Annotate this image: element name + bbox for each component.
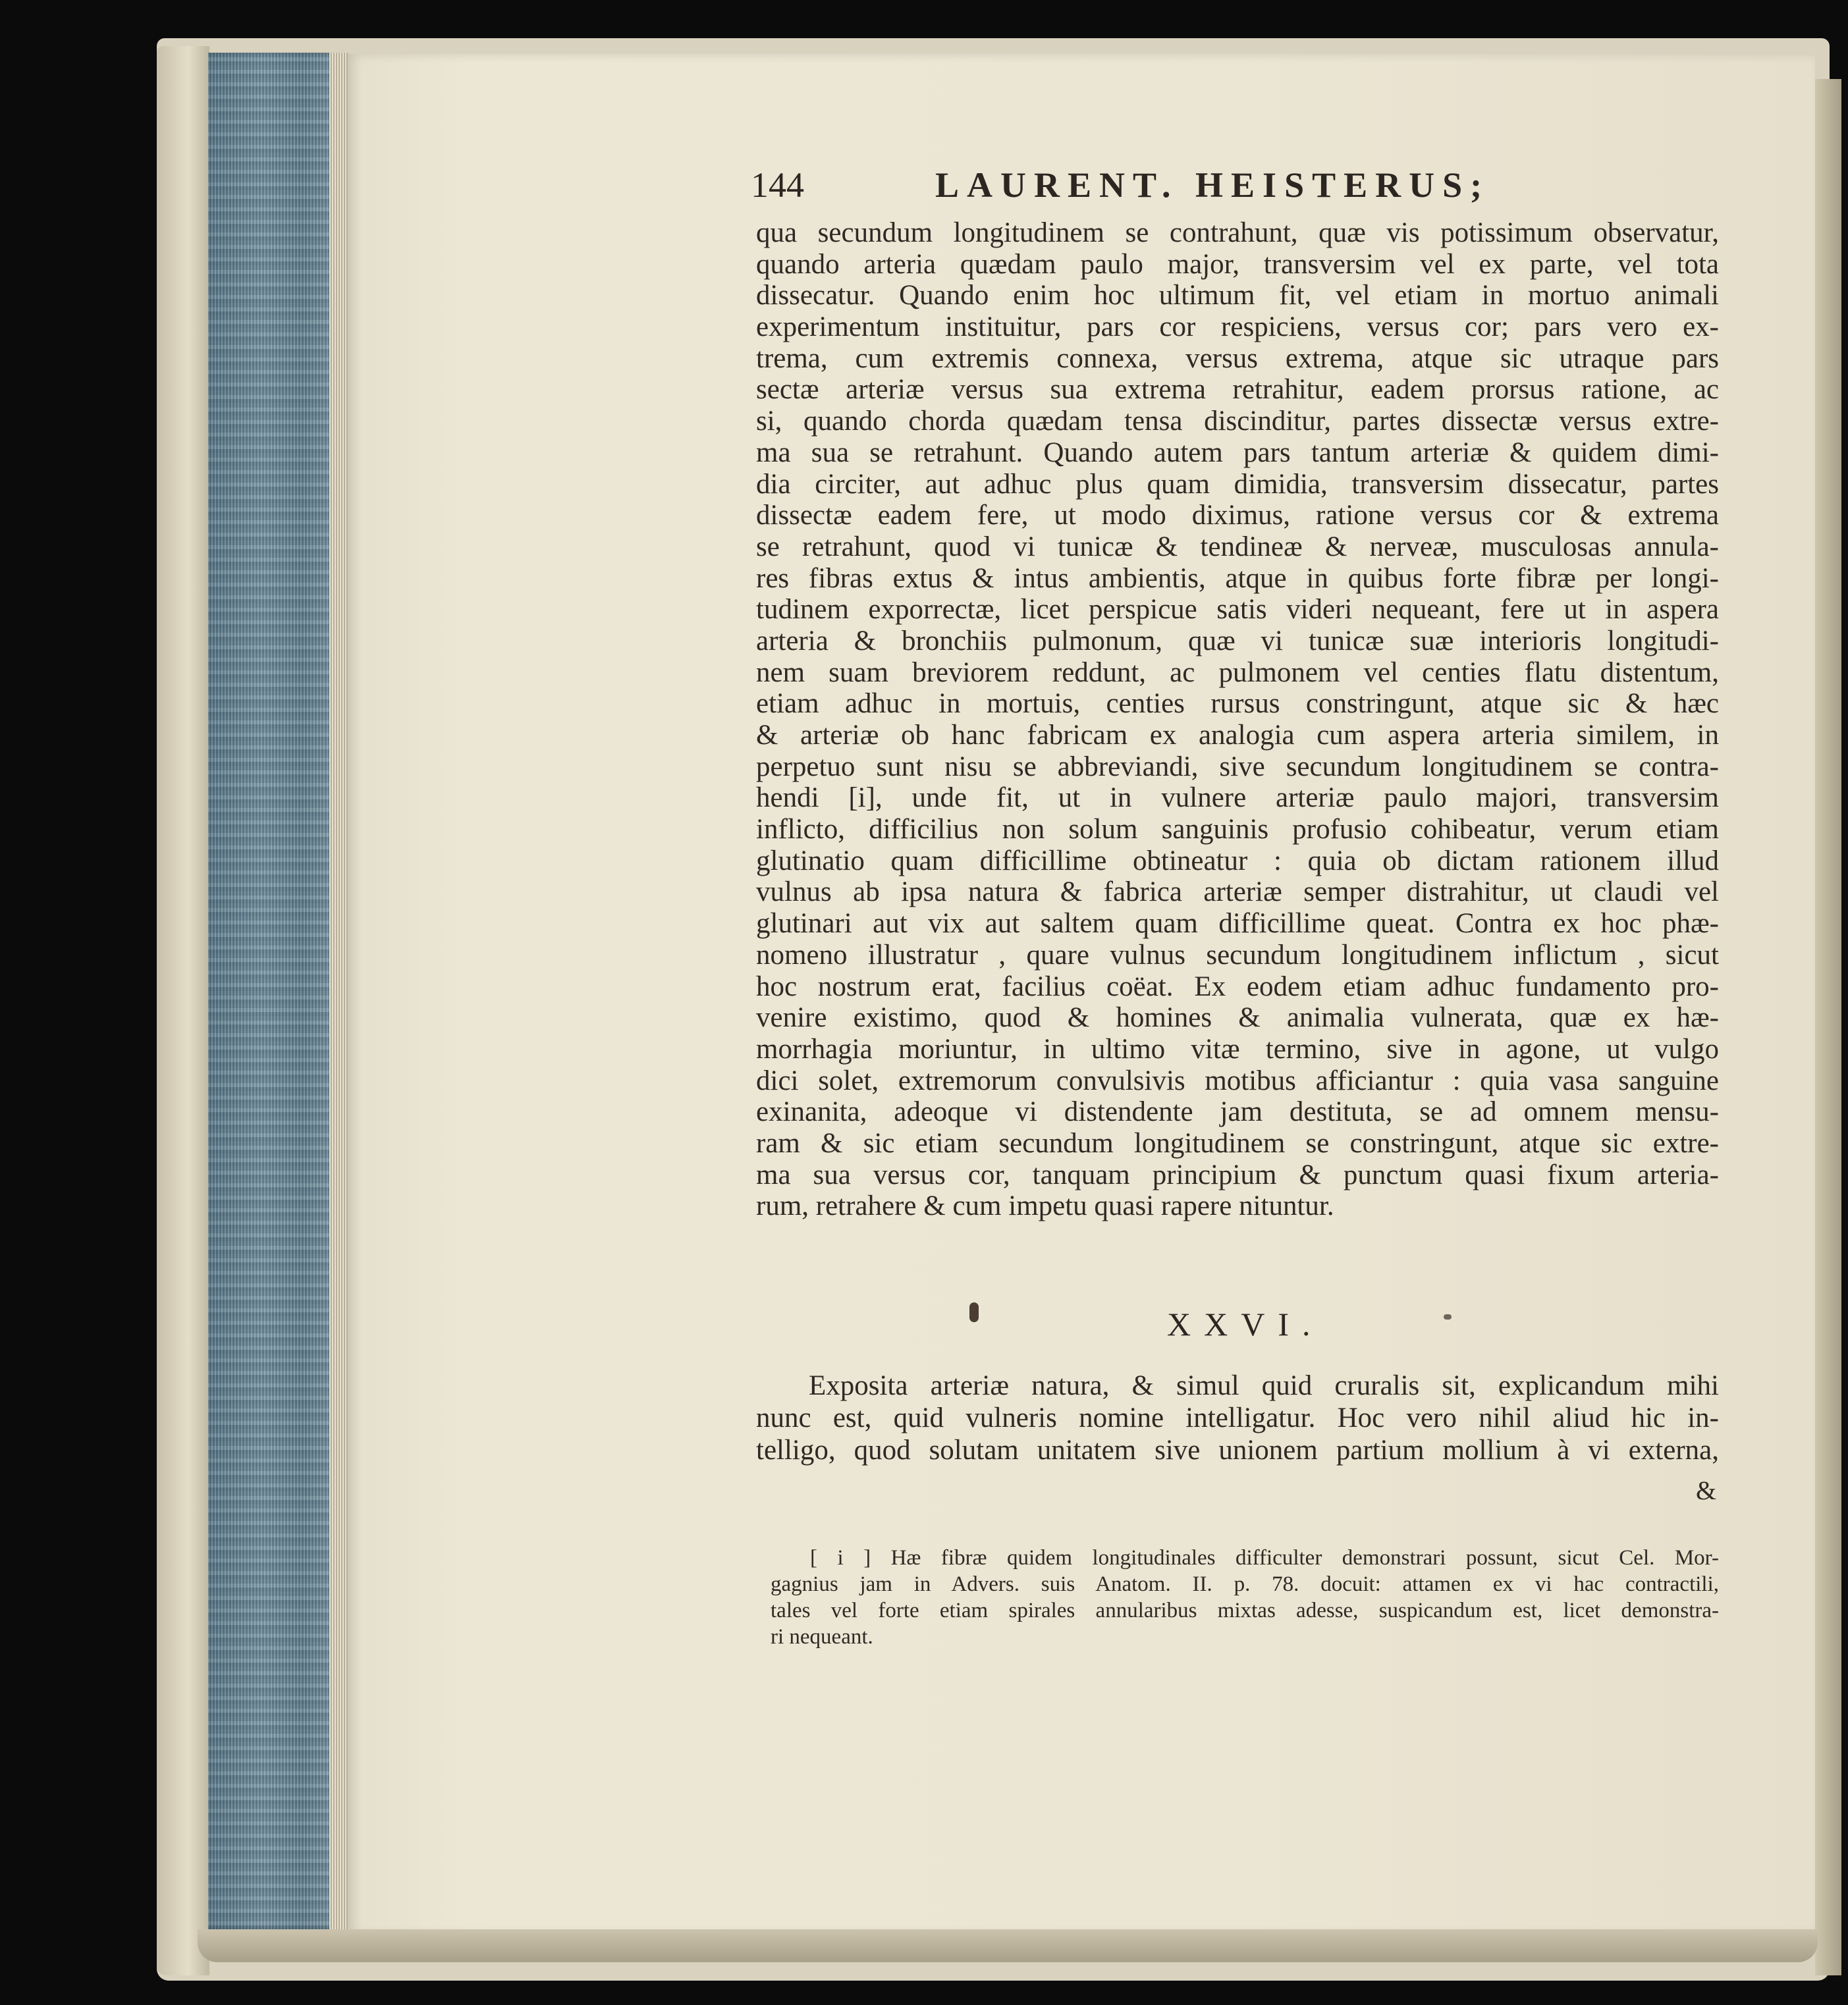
footnote-line: tales vel forte etiam spirales annularibus mixtas adesse, suspicandum est, licet demonstra- xyxy=(771,1599,1719,1622)
page-edge-lines xyxy=(329,53,348,1929)
text-line: inflicto, difficilius non solum sanguinis profusio cohibeatur, verum etiam xyxy=(756,814,1719,845)
section-heading: XXVI. xyxy=(1167,1306,1324,1343)
facing-page-edge xyxy=(1815,79,1841,1975)
text-line: nunc est, quid vulneris nomine intelligatur. Hoc vero nihil aliud hic in- xyxy=(756,1403,1719,1433)
text-line: dissecatur. Quando enim hoc ultimum fit, vel etiam in mortuo animali xyxy=(756,280,1719,311)
text-line: etiam adhuc in mortuis, centies rursus constringunt, atque sic & hæc xyxy=(756,688,1719,720)
second-paragraph xyxy=(756,1370,1719,1466)
running-title: LAURENT. HEISTERUS; xyxy=(935,165,1490,205)
text-line: dici solet, extremorum convulsivis motibus afficiantur : quia vasa sanguine xyxy=(756,1065,1719,1096)
text-line: rum, retrahere & cum impetu quasi rapere nituntur. xyxy=(756,1190,1334,1222)
text-line: glutinatio quam difficillime obtineatur : quia ob dictam rationem illud xyxy=(756,845,1719,876)
text-line: nomeno illustratur , quare vulnus secundum longitudinem inflictum , sicut xyxy=(756,939,1719,971)
text-line: tudinem exporrectæ, licet perspicue satis videri nequeant, fere ut in aspera xyxy=(756,594,1719,626)
text-line: hoc nostrum erat, facilius coëat. Ex eodem etiam adhuc fundamento pro- xyxy=(756,971,1719,1002)
cover-edge xyxy=(157,46,209,1975)
text-line: vulnus ab ipsa natura & fabrica arteriæ semper distrahitur, ut claudi vel xyxy=(756,876,1719,908)
text-line: trema, cum extremis connexa, versus extrema, atque sic utraque pars xyxy=(756,342,1719,374)
text-line: telligo, quod solutam unitatem sive unionem partium mollium à vi externa, xyxy=(756,1435,1719,1466)
running-header xyxy=(751,165,1726,211)
text-line: dissectæ eadem fere, ut modo diximus, ratione versus cor & extrema xyxy=(756,500,1719,531)
footnote xyxy=(771,1545,1719,1650)
text-line: morrhagia moriuntur, in ultimo vitæ termino, sive in agone, ut vulgo xyxy=(756,1033,1719,1065)
text-line: perpetuo sunt nisu se abbreviandi, sive secundum longitudinem se contra- xyxy=(756,751,1719,782)
footnote-line: ri nequeant. xyxy=(771,1625,873,1649)
text-line: sectæ arteriæ versus sua extrema retrahitur, eadem prorsus ratione, ac xyxy=(756,374,1719,406)
page-number: 144 xyxy=(751,165,804,205)
text-line: ma sua versus cor, tanquam principium & punctum quasi fixum arteria- xyxy=(756,1159,1719,1190)
text-line: & arteriæ ob hanc fabricam ex analogia cum aspera arteria similem, in xyxy=(756,720,1719,751)
text-line: res fibras extus & intus ambientis, atque in quibus forte fibræ per longi- xyxy=(756,562,1719,594)
page-edges-sprinkled xyxy=(208,53,344,1929)
text-line: qua secundum longitudinem se contrahunt, quæ vis potissimum observatur, xyxy=(756,217,1719,248)
ornament-mark xyxy=(1444,1314,1452,1320)
text-line: nem suam breviorem reddunt, ac pulmonem vel centies flatu distentum, xyxy=(756,656,1719,688)
footnote-line: gagnius jam in Advers. suis Anatom. II. p. 78. docuit: attamen ex vi hac contractili, xyxy=(771,1572,1719,1596)
text-line: dia circiter, aut adhuc plus quam dimidia, transversim dissecatur, partes xyxy=(756,468,1719,500)
footnote-line: [ i ] Hæ fibræ quidem longitudinales difficulter demonstrari possunt, sicut Cel. Mor- xyxy=(810,1546,1719,1570)
text-line: si, quando chorda quædam tensa discinditur, partes dissectæ versus extre- xyxy=(756,406,1719,437)
text-line: quando arteria quædam paulo major, transversim vel ex parte, vel tota xyxy=(756,248,1719,280)
ornament-mark xyxy=(969,1302,979,1322)
text-line: experimentum instituitur, pars cor respiciens, versus cor; pars vero ex- xyxy=(756,311,1719,343)
text-line: Exposita arteriæ natura, & simul quid cruralis sit, explicandum mihi xyxy=(809,1370,1719,1401)
text-line: ma sua se retrahunt. Quando autem pars tantum arteriæ & quidem dimi- xyxy=(756,437,1719,468)
text-line: exinanita, adeoque vi distendente jam destituta, se ad omnem mensu- xyxy=(756,1096,1719,1128)
text-line: hendi [i], unde fit, ut in vulnere arteriæ paulo majori, transversim xyxy=(756,782,1719,814)
catchword: & xyxy=(1696,1476,1717,1505)
text-line: venire existimo, quod & homines & animalia vulnerata, quæ ex hæ- xyxy=(756,1002,1719,1034)
main-paragraph xyxy=(756,217,1719,1222)
text-line: arteria & bronchiis pulmonum, quæ vi tunicæ suæ interioris longitudi- xyxy=(756,625,1719,656)
book-bottom-edge xyxy=(198,1929,1818,1962)
text-line: se retrahunt, quod vi tunicæ & tendineæ & nerveæ, musculosas annula- xyxy=(756,531,1719,562)
text-line: glutinari aut vix aut saltem quam difficillime queat. Contra ex hoc phæ- xyxy=(756,908,1719,940)
text-line: ram & sic etiam secundum longitudinem se constringunt, atque sic extre- xyxy=(756,1127,1719,1159)
